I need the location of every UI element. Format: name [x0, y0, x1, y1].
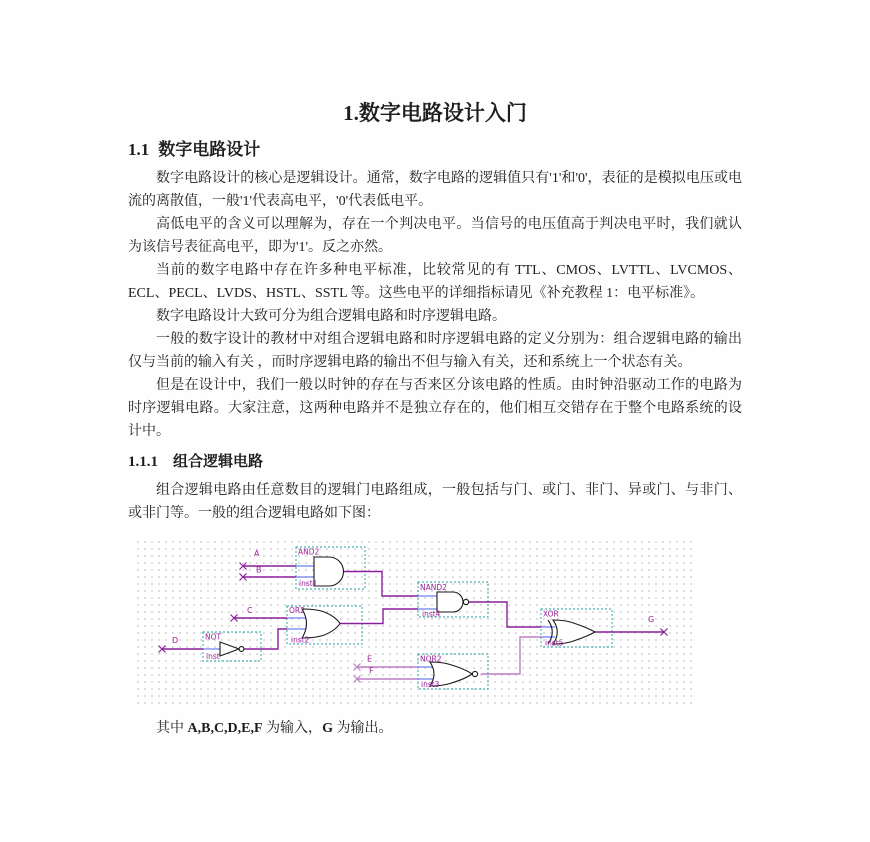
gate-type-label: OR2 [289, 606, 305, 615]
section-number: 1.1 [128, 140, 150, 159]
input-label-f: F [369, 666, 374, 676]
input-label-e: E [367, 654, 373, 664]
page-title: 1.数字电路设计入门 [343, 101, 527, 125]
gate-instance-label: inst4 [422, 609, 441, 619]
subsection-heading [128, 452, 742, 472]
gate-type-label: NOR2 [420, 654, 442, 664]
paragraph-7: 组合逻辑电路由任意数目的逻辑门电路组成，一般包括与门、或门、非门、异或门、与非门、或非门等。一般的组合逻辑电路如下图： [128, 483, 742, 521]
gate-instance-label: inst1 [299, 579, 318, 588]
caption-text: 为输出。 [332, 721, 393, 736]
subsection-title: 组合逻辑电路 [173, 454, 264, 470]
gate-instance-label: inst3 [421, 680, 440, 689]
figure-caption [128, 717, 742, 740]
paragraph-4: 数字电路设计大致可分为组合逻辑电路和时序逻辑电路。 [156, 309, 506, 324]
subsection-number: 1.1.1 [128, 454, 158, 470]
nor-bubble [472, 671, 477, 676]
paragraph-5: 一般的数字设计的教材中对组合逻辑电路和时序逻辑电路的定义分别为：组合逻辑电路的输出仅与当前的输入有关 ，而时序逻辑电路的输出不但与输入有关，还和系统上一个状态有关。 [128, 332, 742, 370]
input-label-d: D [172, 636, 179, 645]
logic-circuit-svg [135, 539, 695, 707]
not-bubble [239, 647, 244, 652]
gate-instance-label: inst5 [545, 638, 564, 648]
paragraph-2: 高低电平的含义可以理解为，存在一个判决电平。当信号的电压值高于判决电平时，我们就认为该信号表征高电平，即为'1'。反之亦然。 [128, 217, 742, 255]
and-gate [314, 557, 344, 586]
caption-text: 为输入， [262, 721, 323, 736]
body-text [128, 167, 742, 740]
input-label-b: B [256, 565, 262, 575]
caption-output: G [322, 721, 333, 736]
input-label-c: C [247, 606, 253, 615]
caption-inputs: A,B,C,D,E,F [187, 721, 263, 736]
gate-type-label: XOR [543, 609, 559, 619]
paragraph-3: 当前的数字电路中存在许多种电平标准，比较常见的有 TTL、CMOS、LVTTL、LVCMOS、ECL、PECL、LVDS、HSTL、SSTL 等。这些电平的详细指标请见《补充教程 1：电平标准》。 [128, 263, 742, 301]
paragraph-6: 但是在设计中，我们一般以时钟的存在与否来区分该电路的性质。由时钟沿驱动工作的电路为时序逻辑电路。大家注意，这两种电路并不是独立存在的，他们相互交错存在于整个电路系统的设计中。 [128, 378, 742, 439]
nand-gate [437, 592, 463, 612]
gate-type-label: NAND2 [420, 583, 447, 592]
caption-text: 其中 [156, 721, 188, 736]
section-title: 数字电路设计 [158, 140, 261, 159]
gate-instance-label: inst [206, 652, 220, 661]
gate-instance-label: inst2 [291, 635, 310, 645]
section-heading [128, 139, 260, 161]
paragraph-1: 数字电路设计的核心是逻辑设计。通常，数字电路的逻辑值只有'1'和'0'，表征的是模拟电压或电流的离散值，一般'1'代表高电平，'0'代表低电平。 [128, 171, 742, 209]
gate-type-label: AND2 [298, 547, 320, 557]
nand-bubble [463, 599, 468, 604]
circuit-diagram [135, 539, 695, 707]
grid-background [135, 539, 695, 707]
gate-type-label: NOT [205, 632, 222, 642]
input-label-a: A [254, 549, 260, 558]
output-label-g: G [648, 615, 655, 624]
